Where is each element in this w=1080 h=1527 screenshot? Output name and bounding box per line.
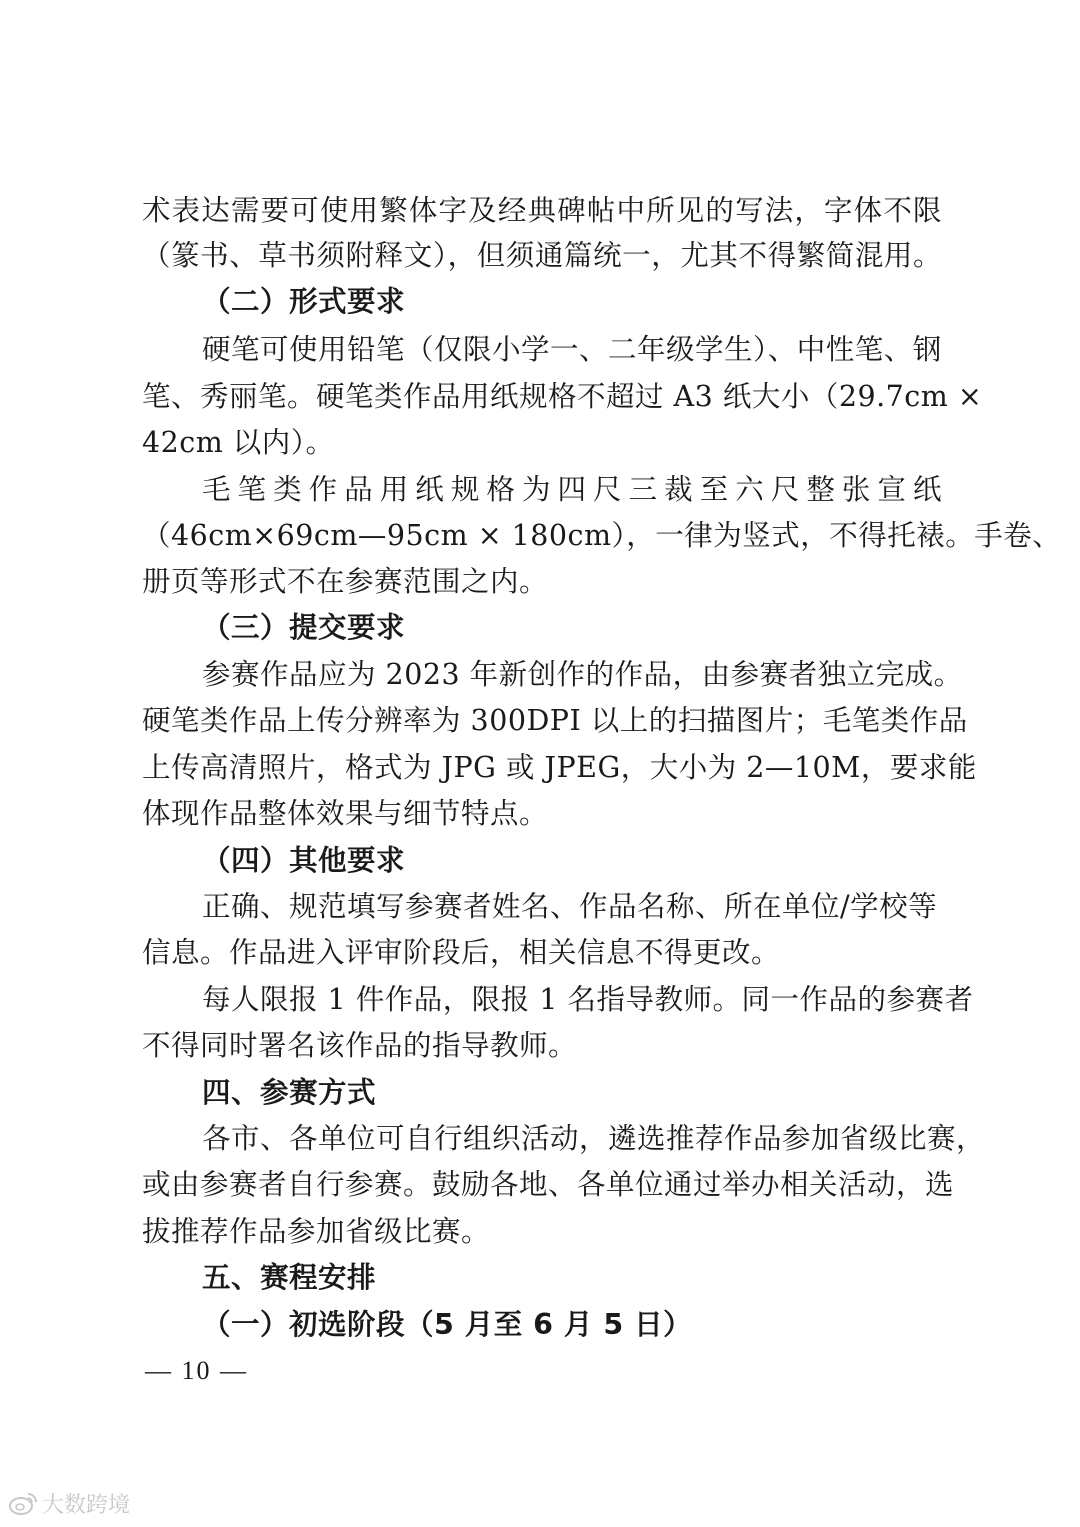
watermark xyxy=(8,1488,130,1519)
subsection-heading-preliminary: （一）初选阶段（5 月至 6 月 5 日） xyxy=(202,1308,693,1341)
paragraph-line: （46cm×69cm—95cm × 180cm），一律为竖式，不得托裱。手卷、 xyxy=(142,519,1062,552)
paragraph-line: 正确、规范填写参赛者姓名、作品名称、所在单位/学校等 xyxy=(202,890,938,923)
section-heading-submission-requirements: （三）提交要求 xyxy=(202,611,406,644)
paragraph-line: 硬笔类作品上传分辨率为 300DPI 以上的扫描图片；毛笔类作品 xyxy=(142,704,968,737)
paragraph-line: 各市、各单位可自行组织活动，遴选推荐作品参加省级比赛， xyxy=(202,1122,986,1155)
paragraph-line: 参赛作品应为 2023 年新创作的作品，由参赛者独立完成。 xyxy=(202,658,963,691)
watermark-text: 大数跨境 xyxy=(42,1493,131,1518)
section-heading-participation-method: 四、参赛方式 xyxy=(202,1076,377,1109)
section-heading-schedule: 五、赛程安排 xyxy=(202,1261,377,1294)
paragraph-line: 笔、秀丽笔。硬笔类作品用纸规格不超过 A3 纸大小（29.7cm × xyxy=(142,380,983,413)
paragraph-line: 术表达需要可使用繁体字及经典碑帖中所见的写法，字体不限 xyxy=(142,194,942,227)
paragraph-line: 每人限报 1 件作品，限报 1 名指导教师。同一作品的参赛者 xyxy=(202,983,974,1016)
paragraph-line: 硬笔可使用铅笔（仅限小学一、二年级学生）、中性笔、钢 xyxy=(202,333,942,366)
paragraph-line: 拔推荐作品参加省级比赛。 xyxy=(142,1215,491,1248)
section-heading-form-requirements: （二）形式要求 xyxy=(202,285,406,318)
paragraph-line: 不得同时署名该作品的指导教师。 xyxy=(142,1029,578,1062)
paragraph-line: 上传高清照片，格式为 JPG 或 JPEG，大小为 2—10M，要求能 xyxy=(142,751,977,784)
section-heading-other-requirements: （四）其他要求 xyxy=(202,844,406,877)
paragraph-line: 体现作品整体效果与细节特点。 xyxy=(142,797,549,830)
paragraph-line: 毛笔类作品用纸规格为四尺三裁至六尺整张宣纸 xyxy=(202,473,942,506)
weibo-logo-icon xyxy=(8,1491,38,1517)
paragraph-line: 册页等形式不在参赛范围之内。 xyxy=(142,565,549,598)
page-number: — 10 — xyxy=(145,1356,248,1385)
paragraph-line: （篆书、草书须附释文），但须通篇统一，尤其不得繁简混用。 xyxy=(142,239,942,272)
paragraph-line: 信息。作品进入评审阶段后，相关信息不得更改。 xyxy=(142,936,781,969)
paragraph-line: 42cm 以内）。 xyxy=(142,426,335,459)
paragraph-line: 或由参赛者自行参赛。鼓励各地、各单位通过举办相关活动，选 xyxy=(142,1168,955,1201)
